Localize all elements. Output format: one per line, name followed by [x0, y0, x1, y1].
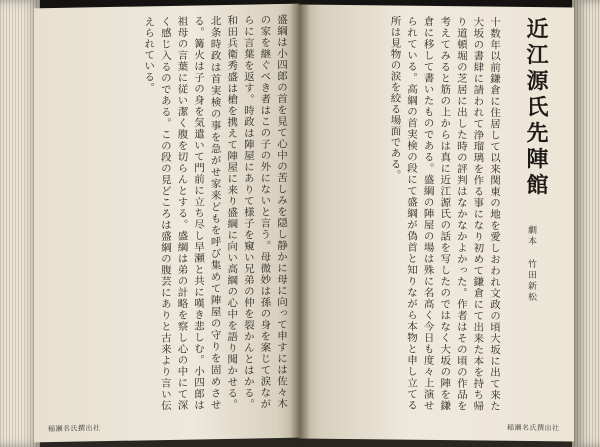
right-page-footer: 稲瀬名氏撰出社 — [507, 423, 560, 433]
author-credit: 劇本 竹田新松 — [526, 224, 536, 304]
right-page — [299, 5, 574, 442]
page-title: 近江源氏先陣館 — [523, 16, 549, 200]
left-page-footer: 稲瀬名氏撰出社 — [48, 424, 101, 434]
left-page — [34, 4, 299, 443]
left-page-body: 盛綱は小四郎の首を見て心中の苦しみを隠し静かに母に向って申すには佐々木の家を継ぐべき者はこの子の外にないと言う。母微妙は孫の身を案じて涙ながらに言葉を返す。時政は陣屋にありて様子を窺い兄弟の仲を裂かんとはかる。和田兵衛秀盛は槍を携えて陣屋に来り盛綱に向い高綱の心中を語り聞かせる。北条時政は首実検の事を急がせ家来どもを呼び集めて陣屋の守りを固めさせる。篝火は子の身を気遣いて門前に立ち尽し早瀬と共に嘆き悲しむ。小四郎は祖母の言葉に従い潔く腹を切らんとする。盛綱は弟の計略を察し心の中にて深く感じ入るのである。この段の見どころは盛綱の腹芸にありと古来より言い伝えられている。 — [143, 13, 288, 412]
right-page-body: 十数年以前鎌倉に住居して以来関東の地を愛しおわれ文政の頃大坂に出て来た大坂の書肆に請われて浄瑠璃を作る事になり初めて鎌倉にて出来た本を持ち帰り道頓堀の芝居に出した時の評判はなかなかよかった。作者はその頃の作品を考えてみると筋の上からは真に近江源氏の話を写したのではなく大坂の陣を鎌倉に移して書いたものである。盛綱の陣屋の場は殊に名高く今日も度々上演せられている。高綱の首実検の段にて盛綱が偽首と知りながら本物と申し立てる所は見物の涙を絞る場面である。 — [389, 15, 501, 412]
page-edges-right — [572, 0, 600, 447]
